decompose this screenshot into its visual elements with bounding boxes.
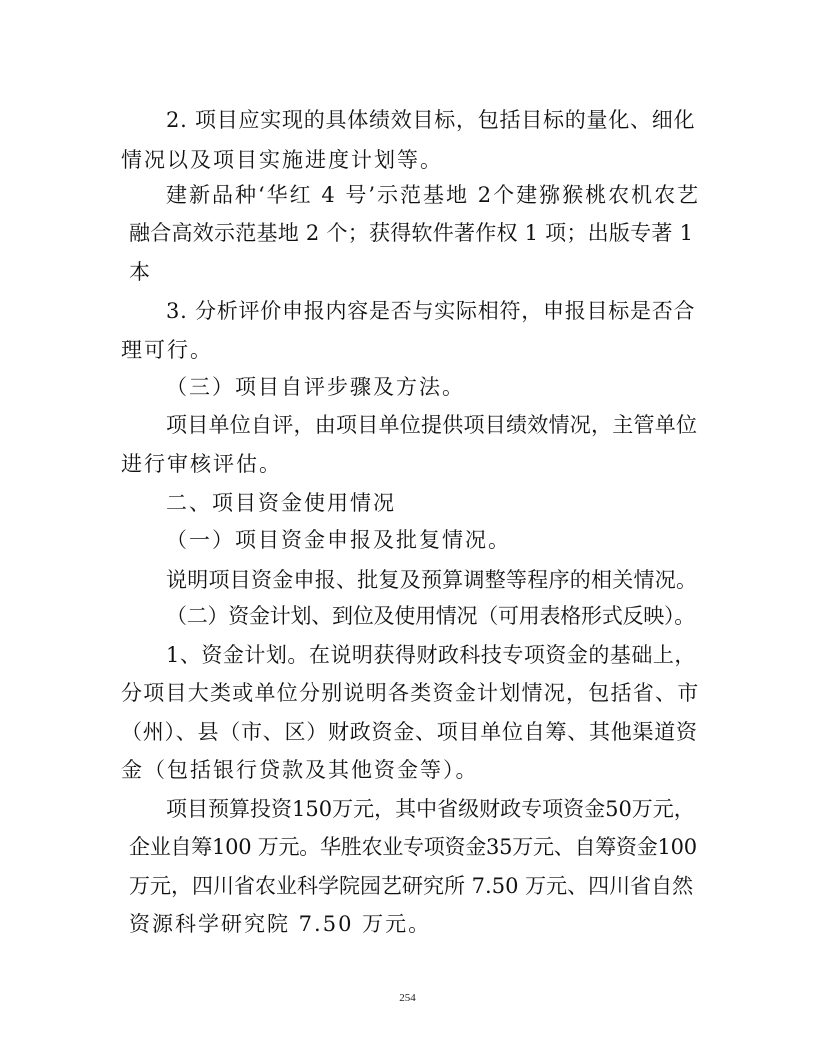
- text-line: 建新品种‘华红 4 号’示范基地 2个建猕猴桃农机农艺: [166, 183, 701, 207]
- text-line: 情况以及项目实施进度计划等。: [121, 148, 443, 172]
- text-line: 企业自筹100 万元。华胜农业专项资金35万元、自筹资金100: [129, 835, 697, 859]
- text-line: （州）、县（市、区）财政资金、项目单位自筹、其他渠道资: [121, 720, 698, 744]
- section-heading: 二、项目资金使用情况: [166, 491, 396, 515]
- text-line: 理可行。: [121, 338, 213, 362]
- text-line: 3. 分析评价申报内容是否与实际相符，申报目标是否合: [166, 299, 696, 323]
- text-line: 项目预算投资150万元，其中省级财政专项资金50万元，: [166, 797, 695, 821]
- text-line: 项目单位自评，由项目单位提供项目绩效情况，主管单位: [166, 413, 698, 437]
- text-line: 融合高效示范基地 2 个；获得软件著作权 1 项；出版专著 1: [129, 221, 694, 245]
- text-line: 1、资金计划。在说明获得财政科技专项资金的基础上，: [166, 643, 696, 667]
- page-number: 254: [399, 992, 416, 1004]
- text-line: 资源科学研究院 7.50 万元。: [129, 912, 432, 936]
- section-heading: （一）项目资金申报及批复情况。: [166, 528, 511, 552]
- text-line: 2. 项目应实现的具体绩效目标，包括目标的量化、细化: [166, 108, 696, 132]
- text-line: 万元，四川省农业科学院园艺研究所 7.50 万元、四川省自然: [129, 874, 694, 898]
- text-line: 金（包括银行贷款及其他资金等）。: [121, 758, 479, 782]
- text-line: 本: [129, 260, 152, 284]
- section-heading: （二）资金计划、到位及使用情况（可用表格形式反映）。: [166, 604, 695, 628]
- text-line: 进行审核评估。: [121, 452, 282, 476]
- section-heading: （三）项目自评步骤及方法。: [166, 375, 465, 399]
- text-line: 分项目大类或单位分别说明各类资金计划情况，包括省、市: [121, 681, 700, 705]
- text-line: 说明项目资金申报、批复及预算调整等程序的相关情况。: [166, 568, 698, 592]
